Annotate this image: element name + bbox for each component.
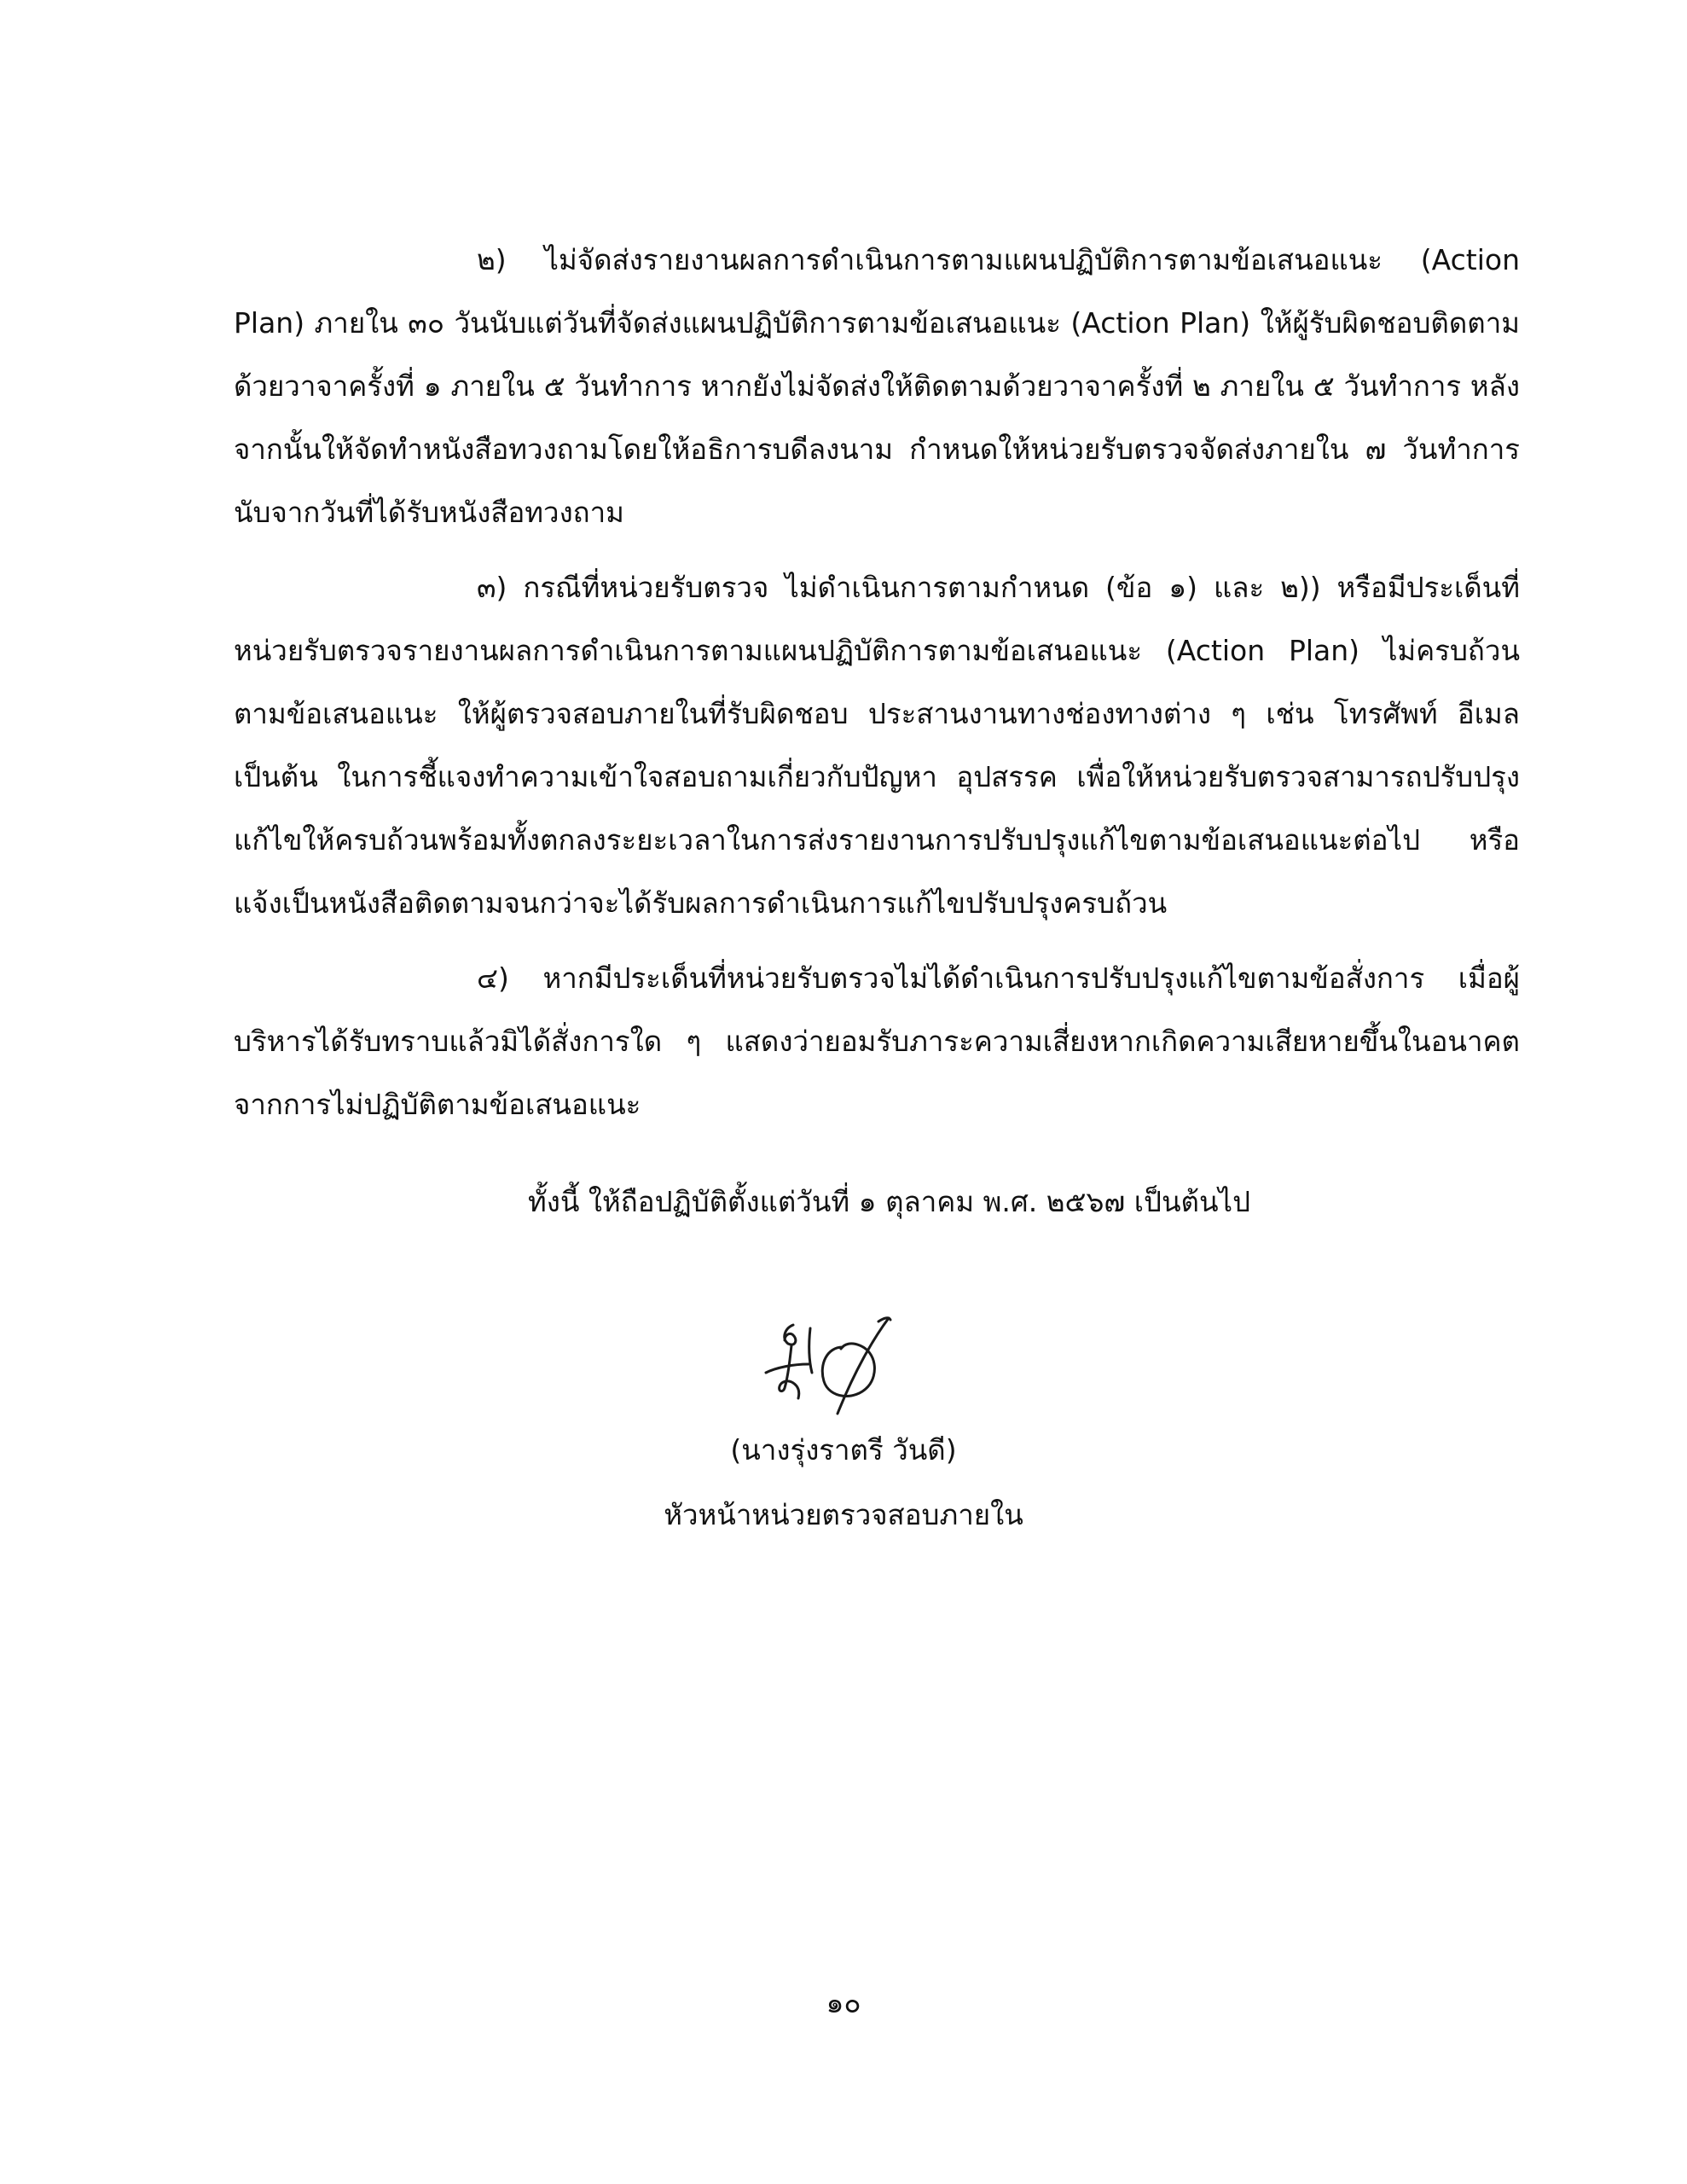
paragraph-item-2: ๒) ไม่จัดส่งรายงานผลการดำเนินการตามแผนปฏิบัติการตามข้อเสนอแนะ (Action Plan) ภายใน ๓๐ วันนับแต่วันที่จัดส่งแผนปฏิบัติการตามข้อเสนอแนะ (Action Plan) ให้ผู้รับผิดชอบติดตามด้วยวาจาครั้งที่ ๑ ภายใน ๕ วันทำการ หากยังไม่จัดส่งให้ติดตามด้วยวาจาครั้งที่ ๒ ภายใน ๕ วันทำการ หลังจากนั้นให้จัดทำหนังสือทวงถามโดยให้อธิการบดีลงนาม กำหนดให้หน่วยรับตรวจจัดส่งภายใน ๗ วันทำการ นับจากวันที่ได้รับหนังสือทวงถาม	[234, 243, 1520, 529]
document-body	[234, 229, 1520, 1148]
paragraph-item-4: ๔) หากมีประเด็นที่หน่วยรับตรวจไม่ได้ดำเนินการปรับปรุงแก้ไขตามข้อสั่งการ เมื่อผู้บริหารได้รับทราบแล้วมิได้สั่งการใด ๆ แสดงว่ายอมรับภาระความเสี่ยงหากเกิดความเสียหายขึ้นในอนาคตจากการไม่ปฏิบัติตามข้อเสนอแนะ	[234, 961, 1520, 1121]
paragraph-item-3: ๓) กรณีที่หน่วยรับตรวจ ไม่ดำเนินการตามกำหนด (ข้อ ๑) และ ๒)) หรือมีประเด็นที่หน่วยรับตรวจรายงานผลการดำเนินการตามแผนปฏิบัติการตามข้อเสนอแนะ (Action Plan) ไม่ครบถ้วนตามข้อเสนอแนะ ให้ผู้ตรวจสอบภายในที่รับผิดชอบ ประสานงานทางช่องทางต่าง ๆ เช่น โทรศัพท์ อีเมล เป็นต้น ในการชี้แจงทำความเข้าใจสอบถามเกี่ยวกับปัญหา อุปสรรค เพื่อให้หน่วยรับตรวจสามารถปรับปรุงแก้ไขให้ครบถ้วนพร้อมทั้งตกลงระยะเวลาในการส่งรายงานการปรับปรุงแก้ไขตามข้อเสนอแนะต่อไป หรือแจ้งเป็นหนังสือติดตามจนกว่าจะได้รับผลการดำเนินการแก้ไขปรับปรุงครบถ้วน	[234, 571, 1520, 920]
signer-title: หัวหน้าหน่วยตรวจสอบภายใน	[664, 1498, 1023, 1531]
page-number: ๑๐	[826, 1986, 861, 2019]
handwritten-signature	[759, 1310, 921, 1420]
effective-date-statement: ทั้งนี้ ให้ถือปฏิบัติตั้งแต่วันที่ ๑ ตุลาคม พ.ศ. ๒๕๖๗ เป็นต้นไป	[528, 1185, 1251, 1218]
signer-name: (นางรุ่งราตรี วันดี)	[730, 1433, 957, 1467]
